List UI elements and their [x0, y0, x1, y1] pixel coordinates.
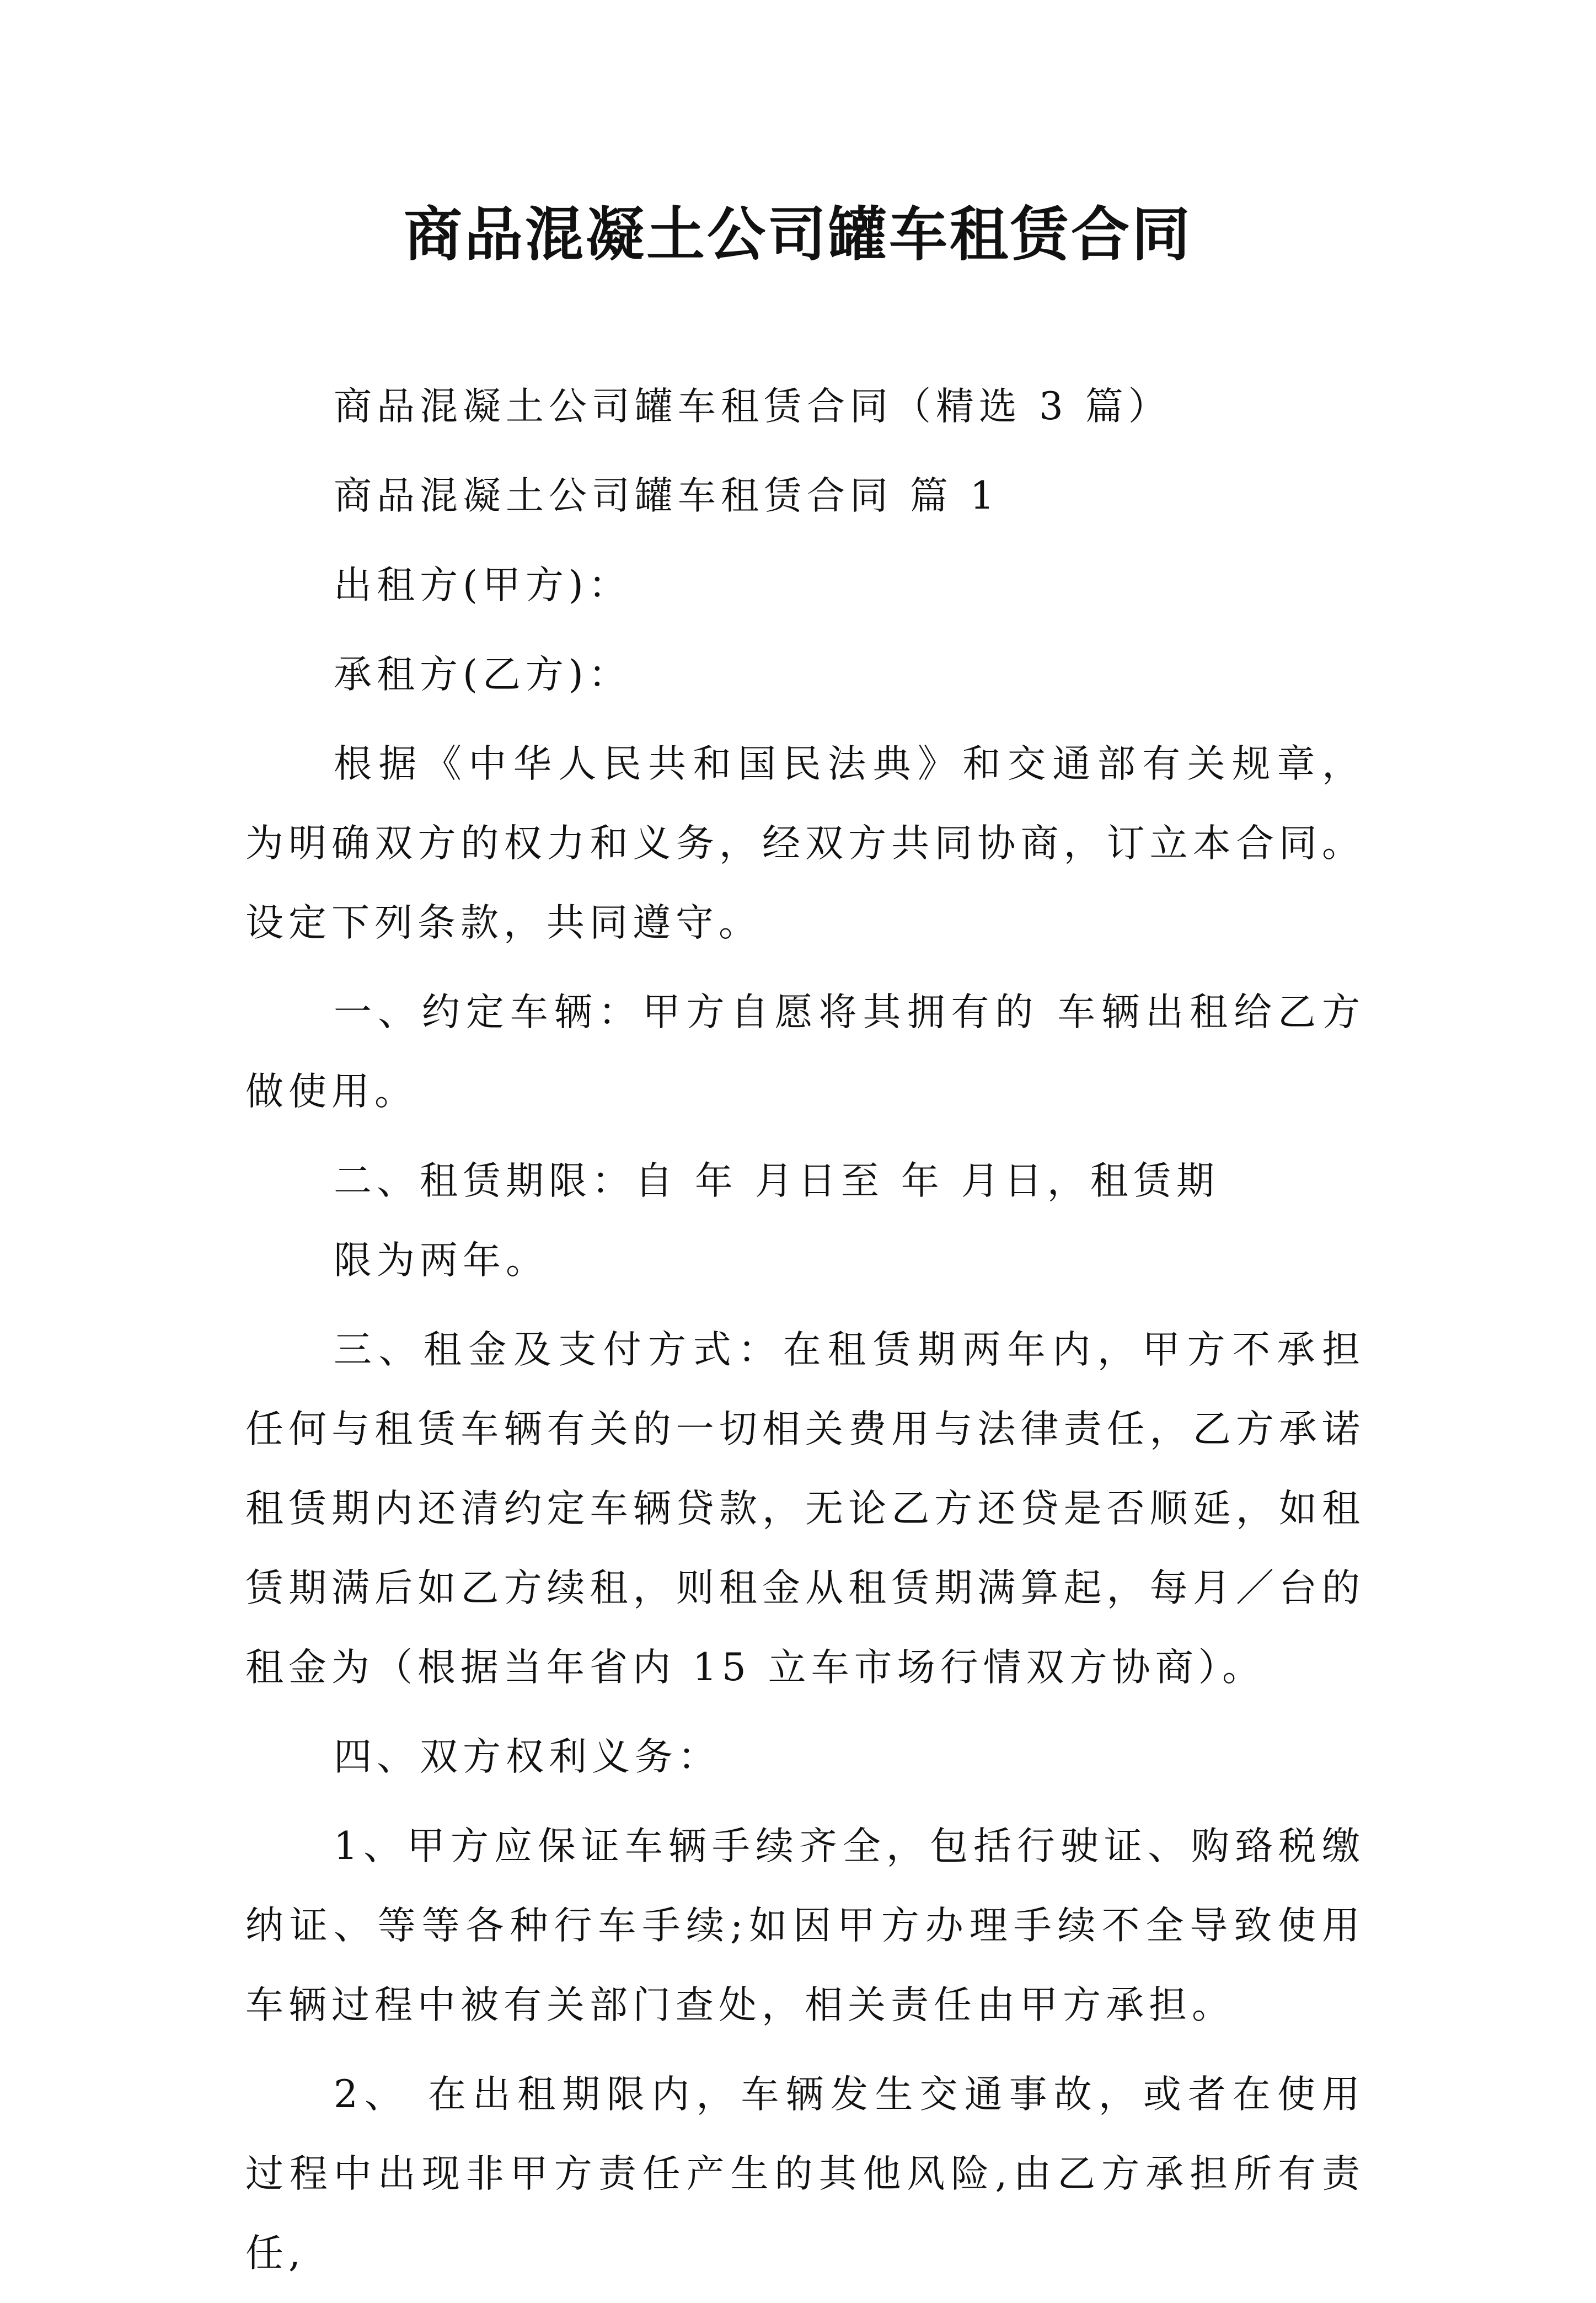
paragraph-clause-rights-heading: 四、双方权利义务： [334, 1735, 721, 1779]
paragraph-section-heading: 商品混凝土公司罐车租赁合同 篇 1 [334, 474, 999, 518]
paragraph-clause-rights-1: 1、甲方应保证车辆手续齐全，包括行驶证、购臵税缴纳证、等等各种行车手续;如因甲方办理手续不全导致使用车辆过程中被有关部门查处，相关责任由甲方承担。 [245, 1824, 1365, 2027]
paragraph-preamble: 根据《中华人民共和国民法典》和交通部有关规章，为明确双方的权力和义务，经双方共同协商，订立本合同。设定下列条款，共同遵守。 [245, 742, 1365, 945]
document-body [245, 367, 1365, 2303]
paragraph-clause-vehicle: 一、约定车辆：甲方自愿将其拥有的 车辆出租给乙方做使用。 [245, 990, 1365, 1114]
paragraph-clause-term: 二、租赁期限：自 年 月日至 年 月日，租赁期 [334, 1159, 1219, 1203]
paragraph-lessee: 承租方(乙方)： [334, 653, 631, 697]
document-title: 商品混凝土公司罐车租赁合同 [404, 200, 1192, 269]
paragraph-clause-rights-2: 2、 在出租期限内，车辆发生交通事故，或者在使用过程中出现非甲方责任产生的其他风险,由乙方承担所有责任, [245, 2072, 1365, 2275]
paragraph-lessor: 出租方(甲方)： [334, 563, 631, 607]
paragraph-clause-rent: 三、租金及支付方式：在租赁期两年内，甲方不承担任何与租赁车辆有关的一切相关费用与法律责任，乙方承诺租赁期内还清约定车辆贷款，无论乙方还贷是否顺延，如租赁期满后如乙方续租，则租金从租赁期满算起，每月／台的租金为（根据当年省内 15 立车市场行情双方协商）。 [245, 1328, 1365, 1690]
paragraph-clause-term-continued: 限为两年。 [334, 1238, 549, 1283]
paragraph-subtitle: 商品混凝土公司罐车租赁合同（精选 3 篇） [334, 384, 1171, 429]
